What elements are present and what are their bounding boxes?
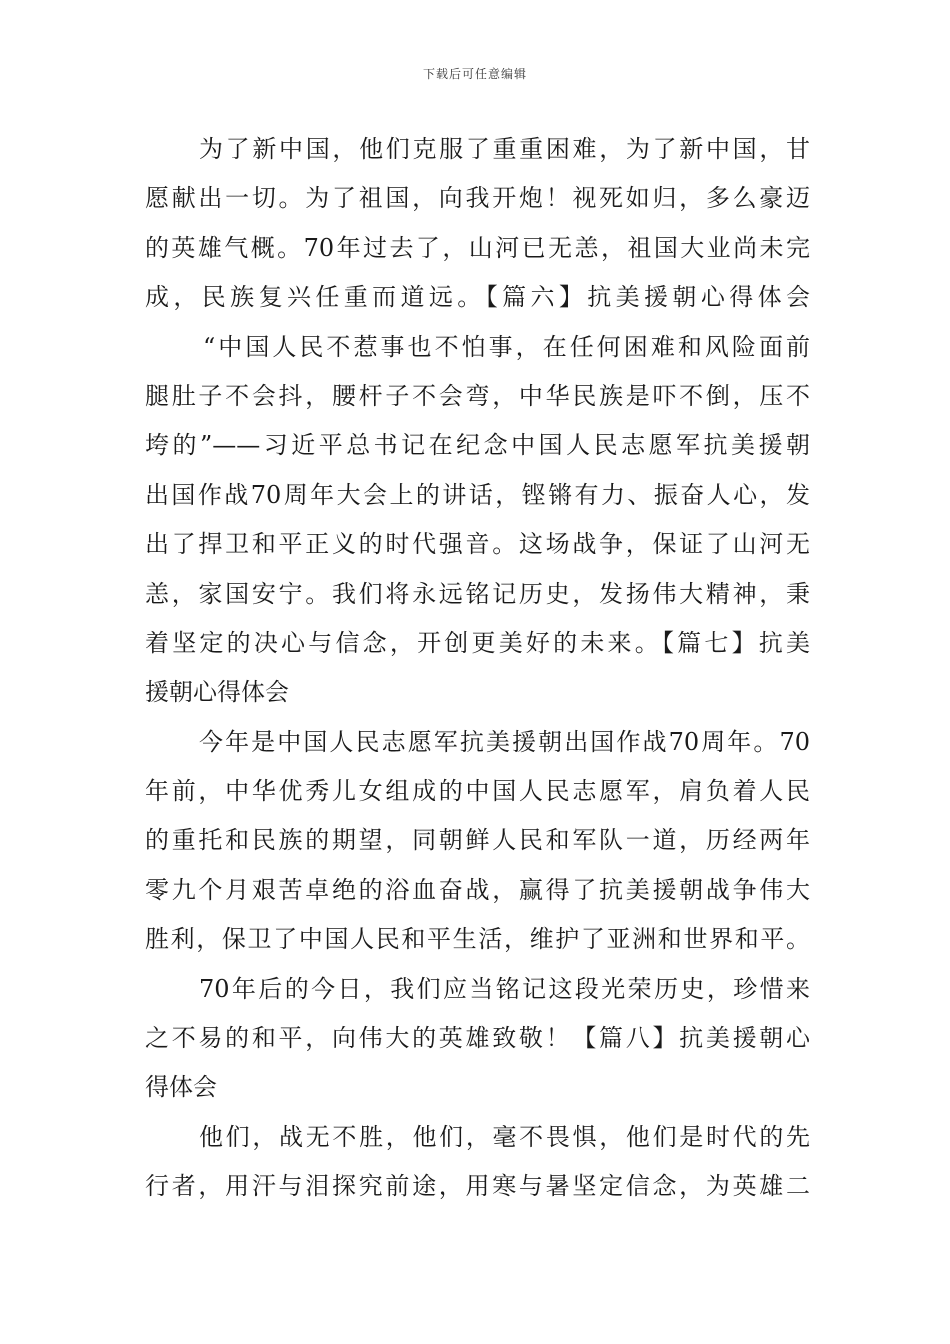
text-line: 出国作战70周年大会上的讲话，铿锵有力、振奋人心，发: [145, 480, 810, 509]
text-line: 垮的”——习近平总书记在纪念中国人民志愿军抗美援朝: [145, 431, 810, 460]
page-header: 下载后可任意编辑: [422, 67, 527, 81]
text-line: 胜利，保卫了中国人民和平生活，维护了亚洲和世界和平。: [145, 925, 810, 954]
text-line: 着坚定的决心与信念，开创更美好的未来。【篇七】抗美: [145, 628, 810, 657]
text-line: 他们，战无不胜，他们，毫不畏惧，他们是时代的先: [199, 1122, 810, 1151]
text-line: 恙，家国安宁。我们将永远铭记历史，发扬伟大精神，秉: [145, 579, 810, 608]
text-line: 为了新中国，他们克服了重重困难，为了新中国，甘: [199, 135, 810, 163]
text-line: 之不易的和平，向伟大的英雄致敬！【篇八】抗美援朝心: [145, 1024, 810, 1053]
text-line: 的英雄气概。70年过去了，山河已无恙，祖国大业尚未完: [145, 233, 810, 262]
text-line: “中国人民不惹事也不怕事，在任何困难和风险面前: [203, 332, 810, 361]
text-line: 援朝心得体会: [145, 678, 289, 707]
text-line: 70年后的今日，我们应当铭记这段光荣历史，珍惜来: [199, 974, 810, 1003]
document-body: [145, 125, 810, 1212]
text-line: 成，民族复兴任重而道远。【篇六】抗美援朝心得体会: [145, 283, 810, 312]
text-line: 出了捍卫和平正义的时代强音。这场战争，保证了山河无: [145, 530, 810, 559]
text-line: 的重托和民族的期望，同朝鲜人民和军队一道，历经两年: [145, 826, 810, 855]
text-line: 零九个月艰苦卓绝的浴血奋战，赢得了抗美援朝战争伟大: [145, 875, 810, 904]
text-line: 得体会: [145, 1073, 217, 1102]
text-line: 今年是中国人民志愿军抗美援朝出国作战70周年。70: [199, 727, 810, 756]
text-line: 年前，中华优秀儿女组成的中国人民志愿军，肩负着人民: [145, 777, 810, 806]
text-line: 行者，用汗与泪探究前途，用寒与暑坚定信念，为英雄二: [145, 1172, 810, 1201]
text-line: 愿献出一切。为了祖国，向我开炮！视死如归，多么豪迈: [145, 184, 810, 213]
text-line: 腿肚子不会抖，腰杆子不会弯，中华民族是吓不倒，压不: [145, 381, 810, 410]
